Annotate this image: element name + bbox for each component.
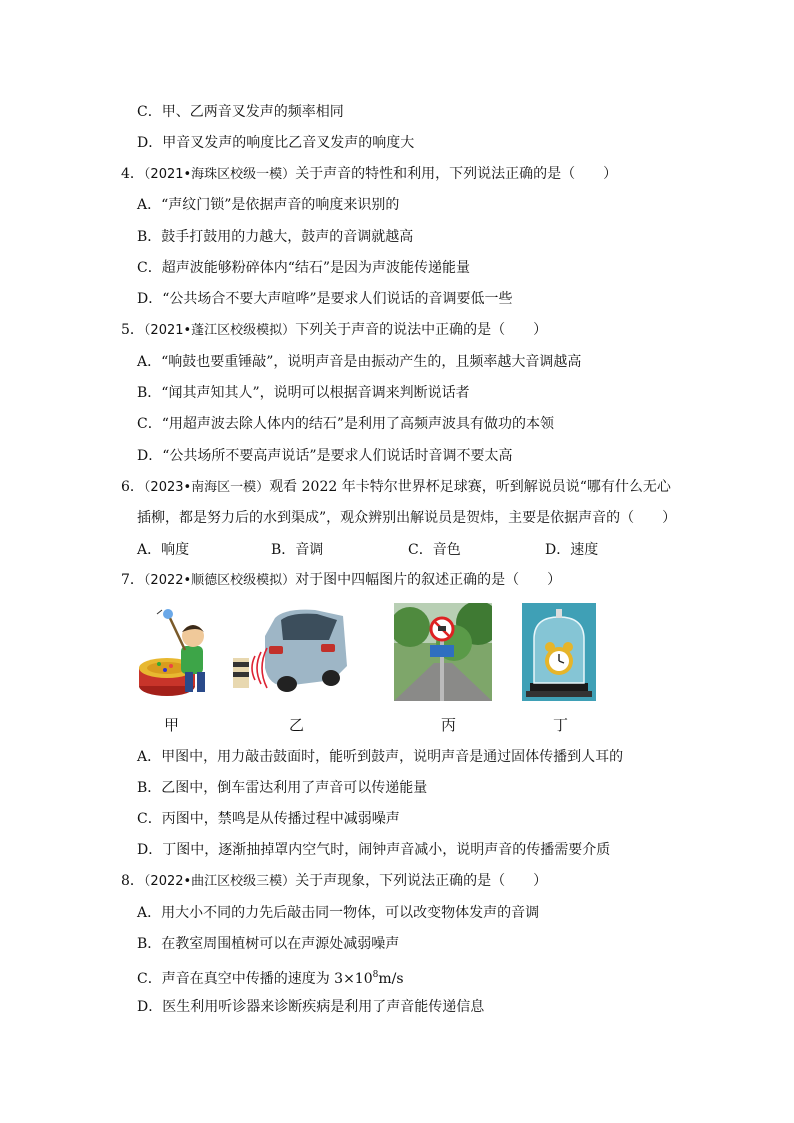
caption-yi: 乙 <box>289 716 305 734</box>
q8-option-a: A．用大小不同的力先后敲击同一物体，可以改变物体发声的音调 <box>137 905 540 921</box>
q6-option-c: C．音色 <box>408 542 461 558</box>
caption-ding: 丁 <box>553 716 569 734</box>
question-source: （2022•顺德区校级模拟） <box>143 573 296 588</box>
drum-boy-image <box>137 606 215 702</box>
question-5 <box>121 320 547 341</box>
question-6-stem-line2: 插柳，都是努力后的水到渠成”，观众辨别出解说员是贺炜，主要是依据声音的（ ） <box>137 510 677 526</box>
q8-option-d: D．医生利用听诊器来诊断疾病是利用了声音能传递信息 <box>137 999 485 1015</box>
question-7 <box>121 570 561 591</box>
question-source: （2021•海珠区校级一模） <box>143 167 296 182</box>
question-source: （2023•南海区一模） <box>143 480 270 495</box>
q6-option-d: D．速度 <box>545 542 599 558</box>
question-stem-line1: 观看 2022 年卡特尔世界杯足球赛，听到解说员说“哪有什么无心 <box>269 479 671 495</box>
question-8 <box>121 871 547 892</box>
q6-options-row <box>137 539 657 559</box>
prev-option-d: D．甲音叉发声的响度比乙音叉发声的响度大 <box>137 135 415 151</box>
bell-jar-clock-image <box>522 603 596 701</box>
caption-jia: 甲 <box>164 716 180 734</box>
q4-option-a: A．“声纹门锁”是依据声音的响度来识别的 <box>137 197 400 213</box>
question-6 <box>121 477 671 498</box>
q5-option-b: B．“闻其声知其人”，说明可以根据音调来判断说话者 <box>137 385 470 401</box>
q7-option-d: D．丁图中，逐渐抽掉罩内空气时，闹钟声音减小，说明声音的传播需要介质 <box>137 842 611 858</box>
q5-option-d: D．“公共场所不要高声说话”是要求人们说话时音调不要太高 <box>137 448 513 464</box>
q7-option-c: C．丙图中，禁鸣是从传播过程中减弱噪声 <box>137 811 400 827</box>
prev-option-c: C．甲、乙两音叉发声的频率相同 <box>137 104 344 120</box>
question-number: 6． <box>121 479 144 495</box>
question-source: （2021•蓬江区校级模拟） <box>143 323 296 338</box>
question-number: 4． <box>121 166 144 182</box>
q7-option-a: A．甲图中，用力敲击鼓面时，能听到鼓声，说明声音是通过固体传播到人耳的 <box>137 749 624 765</box>
question-4 <box>121 164 617 185</box>
q5-option-a: A．“响鼓也要重锤敲”，说明声音是由振动产生的，且频率越大音调越高 <box>137 354 582 370</box>
reversing-car-image <box>225 606 349 696</box>
q4-option-b: B．鼓手打鼓用的力越大，鼓声的音调就越高 <box>137 229 414 245</box>
q4-option-c: C．超声波能够粉碎体内“结石”是因为声波能传递能量 <box>137 260 471 276</box>
q8-option-b: B．在教室周围植树可以在声源处减弱噪声 <box>137 936 400 952</box>
q8-option-c-unit: m/s <box>378 971 404 987</box>
q8-option-c-exponent: 8 <box>372 970 379 980</box>
question-stem: 关于声现象，下列说法正确的是（ ） <box>295 873 548 889</box>
q7-option-b: B．乙图中，倒车雷达利用了声音可以传递能量 <box>137 780 428 796</box>
question-number: 5． <box>121 322 144 338</box>
question-stem: 关于声音的特性和利用，下列说法正确的是（ ） <box>295 166 618 182</box>
caption-bing: 丙 <box>441 716 457 734</box>
no-horn-sign-image <box>394 603 492 701</box>
q6-option-b: B．音调 <box>271 542 324 558</box>
question-number: 7． <box>121 572 144 588</box>
question-stem: 对于图中四幅图片的叙述正确的是（ ） <box>295 572 562 588</box>
q4-option-d: D．“公共场合不要大声喧哗”是要求人们说话的音调要低一些 <box>137 291 513 307</box>
question-source: （2022•曲江区校级三模） <box>143 874 296 889</box>
q8-option-c-text: C．声音在真空中传播的速度为 3×10 <box>137 971 373 987</box>
q5-option-c: C．“用超声波去除人体内的结石”是利用了高频声波具有做功的本领 <box>137 416 555 432</box>
question-stem: 下列关于声音的说法中正确的是（ ） <box>295 322 548 338</box>
question-number: 8． <box>121 873 144 889</box>
q8-option-c <box>137 965 404 989</box>
q6-option-a: A．响度 <box>137 542 190 558</box>
